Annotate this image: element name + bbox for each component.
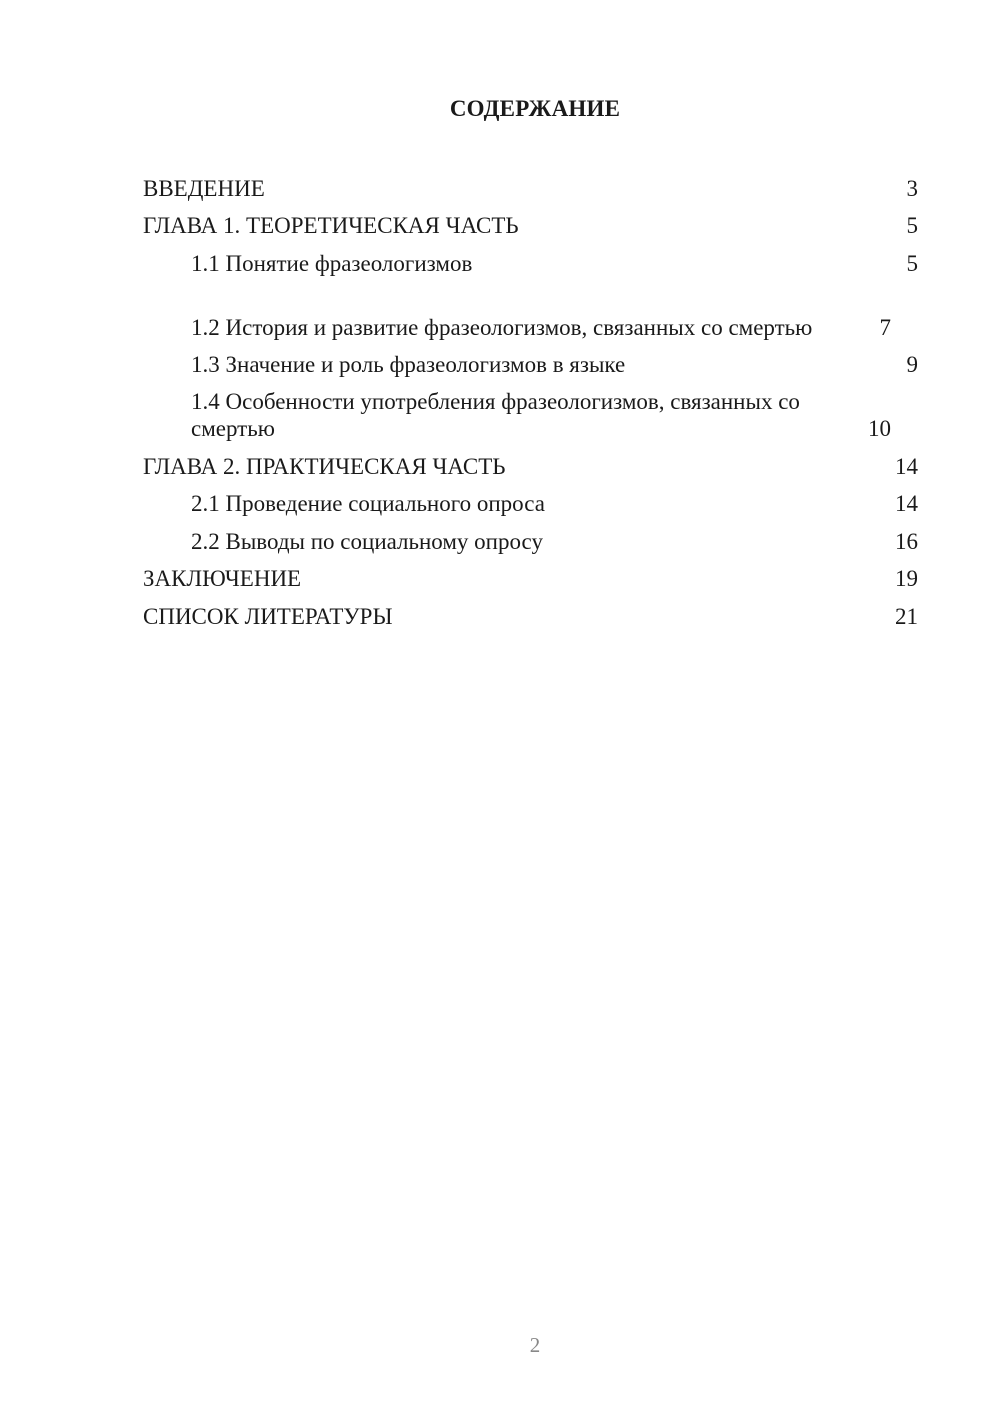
toc-entry-page: 5 bbox=[906, 213, 918, 238]
toc-entry-page: 19 bbox=[895, 566, 918, 591]
toc-entry-section-1-1 bbox=[143, 245, 918, 283]
toc-entry-text: 1.3 Значение и роль фразеологизмов в языке bbox=[191, 352, 626, 377]
toc-entry-text: 1.1 Понятие фразеологизмов bbox=[191, 250, 473, 276]
page-number: 2 bbox=[529, 1333, 541, 1357]
toc-entry-page: 3 bbox=[906, 175, 918, 201]
toc-entry-text: 2.1 Проведение социального опроса bbox=[191, 491, 545, 516]
table-of-contents bbox=[143, 170, 918, 636]
toc-entry-bibliography bbox=[143, 598, 918, 636]
toc-entry-text: СПИСОК ЛИТЕРАТУРЫ bbox=[143, 603, 393, 629]
toc-entry-page: 10 bbox=[868, 416, 891, 441]
toc-entry-page: 5 bbox=[906, 250, 918, 276]
toc-entry-conclusion bbox=[143, 561, 918, 599]
toc-entry-page: 7 bbox=[879, 314, 891, 340]
toc-entry-text: ЗАКЛЮЧЕНИЕ bbox=[143, 566, 302, 591]
page-title: СОДЕРЖАНИЕ bbox=[449, 96, 621, 121]
toc-entry-introduction bbox=[143, 170, 918, 208]
toc-entry-section-2-1 bbox=[143, 486, 918, 524]
toc-entry-chapter-1 bbox=[143, 208, 918, 246]
toc-entry-text: ГЛАВА 2. ПРАКТИЧЕСКАЯ ЧАСТЬ bbox=[143, 453, 506, 479]
toc-entry-chapter-2 bbox=[143, 448, 918, 486]
toc-entry-section-1-2 bbox=[143, 283, 918, 347]
toc-entry-text: 2.2 Выводы по социальному опросу bbox=[191, 528, 543, 554]
toc-entry-page: 9 bbox=[906, 352, 918, 377]
toc-entry-text: ВВЕДЕНИЕ bbox=[143, 175, 265, 201]
toc-entry-section-1-4 bbox=[143, 384, 918, 448]
toc-entry-section-2-2 bbox=[143, 523, 918, 561]
toc-entry-page: 21 bbox=[895, 603, 918, 629]
toc-entry-text: 1.2 История и развитие фразеологизмов, связанных со смертью bbox=[191, 314, 813, 340]
toc-entry-section-1-3 bbox=[143, 347, 918, 385]
toc-entry-text: ГЛАВА 1. ТЕОРЕТИЧЕСКАЯ ЧАСТЬ bbox=[143, 213, 519, 238]
toc-entry-page: 14 bbox=[895, 491, 918, 516]
toc-entry-page: 14 bbox=[895, 453, 918, 479]
toc-entry-page: 16 bbox=[895, 528, 918, 554]
toc-entry-text: 1.4 Особенности употребления фразеологизмов, связанных со смертью bbox=[191, 389, 800, 441]
